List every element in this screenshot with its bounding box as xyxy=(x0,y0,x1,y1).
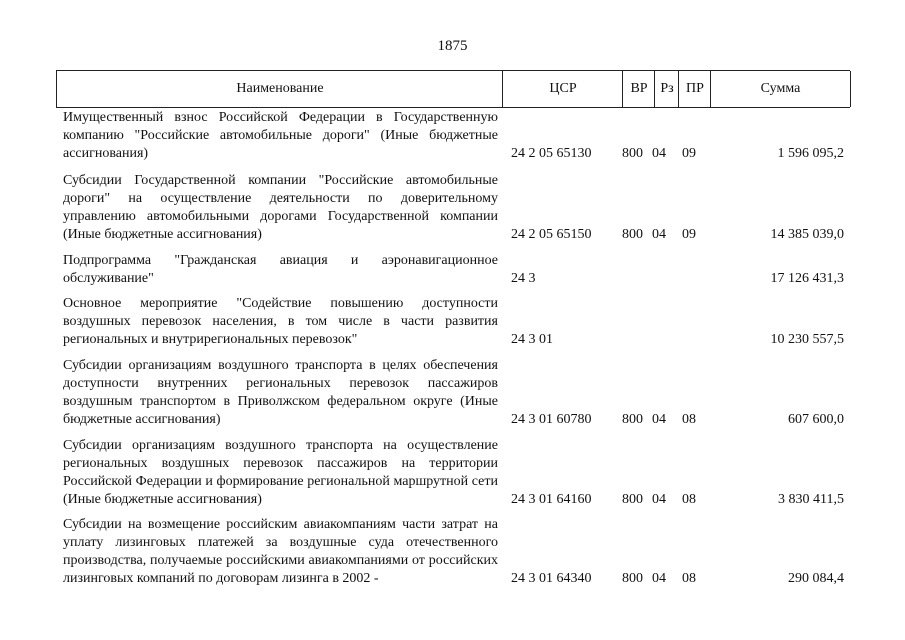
table-row xyxy=(0,172,905,244)
row-sum: 607 600,0 xyxy=(788,412,844,427)
row-name: Имущественный взнос Российской Федерации в Государственную компанию "Российские автомобильные дороги" (Иные бюджетные ассигнования) xyxy=(63,110,498,161)
row-name: Субсидии на возмещение российским авиакомпаниям части затрат на уплату лизинговых платежей за воздушные суда отечественного производства, получаемые российскими авиакомпаниями от российских лизинговых компаний по договорам лизинга в 2002 - xyxy=(63,517,498,586)
row-sum: 1 596 095,2 xyxy=(777,146,844,161)
row-pr: 08 xyxy=(682,571,696,586)
table-row xyxy=(0,295,905,349)
table-header xyxy=(56,70,850,108)
row-pr: 09 xyxy=(682,146,696,161)
page-number: 1875 xyxy=(437,38,468,54)
row-name: Субсидии Государственной компании "Российские автомобильные дороги" на осуществление деятельности по доверительному управлению автомобильными дорогами Государственной компании (Иные бюджетные ассигнования) xyxy=(63,173,498,242)
row-csr: 24 3 01 60780 xyxy=(511,412,592,427)
row-name: Подпрограмма "Гражданская авиация и аэронавигационное обслуживание" xyxy=(63,253,498,286)
table-row xyxy=(0,252,905,288)
table-row xyxy=(0,357,905,429)
row-vr: 800 xyxy=(622,492,643,507)
row-rz: 04 xyxy=(652,571,666,586)
row-vr: 800 xyxy=(622,146,643,161)
table-row xyxy=(0,437,905,509)
row-vr: 800 xyxy=(622,571,643,586)
row-name: Субсидии организациям воздушного транспорта в целях обеспечения доступности внутренних региональных перевозок пассажиров воздушным транспортом в Приволжском федеральном округе (Иные бюджетные ассигнования) xyxy=(63,358,498,427)
table-row xyxy=(0,516,905,588)
header-rz: Рз xyxy=(654,71,679,107)
row-csr: 24 3 01 xyxy=(511,332,553,347)
row-vr: 800 xyxy=(622,227,643,242)
row-vr: 800 xyxy=(622,412,643,427)
row-rz: 04 xyxy=(652,146,666,161)
row-pr: 08 xyxy=(682,492,696,507)
row-sum: 14 385 039,0 xyxy=(770,227,844,242)
row-pr: 08 xyxy=(682,412,696,427)
row-rz: 04 xyxy=(652,227,666,242)
row-rz: 04 xyxy=(652,412,666,427)
row-csr: 24 3 01 64340 xyxy=(511,571,592,586)
row-name: Основное мероприятие "Содействие повышению доступности воздушных перевозок населения, в том числе в части развития региональных и внутрирегиональных перевозок" xyxy=(63,296,498,347)
row-rz: 04 xyxy=(652,492,666,507)
row-pr: 09 xyxy=(682,227,696,242)
row-csr: 24 2 05 65150 xyxy=(511,227,592,242)
row-csr: 24 3 01 64160 xyxy=(511,492,592,507)
header-pr: ПР xyxy=(678,71,711,107)
row-sum: 17 126 431,3 xyxy=(770,271,844,286)
header-sum: Сумма xyxy=(710,71,851,107)
table-row xyxy=(0,109,905,163)
header-csr: ЦСР xyxy=(502,71,623,107)
row-csr: 24 3 xyxy=(511,271,536,286)
row-name: Субсидии организациям воздушного транспорта на осуществление региональных воздушных перевозок пассажиров на территории Российской Федерации и формирование региональной маршрутной сети (Иные бюджетные ассигнования) xyxy=(63,438,498,507)
header-name: Наименование xyxy=(56,71,503,107)
row-csr: 24 2 05 65130 xyxy=(511,146,592,161)
row-sum: 3 830 411,5 xyxy=(778,492,844,507)
header-vr: ВР xyxy=(622,71,655,107)
row-sum: 10 230 557,5 xyxy=(770,332,844,347)
row-sum: 290 084,4 xyxy=(788,571,844,586)
